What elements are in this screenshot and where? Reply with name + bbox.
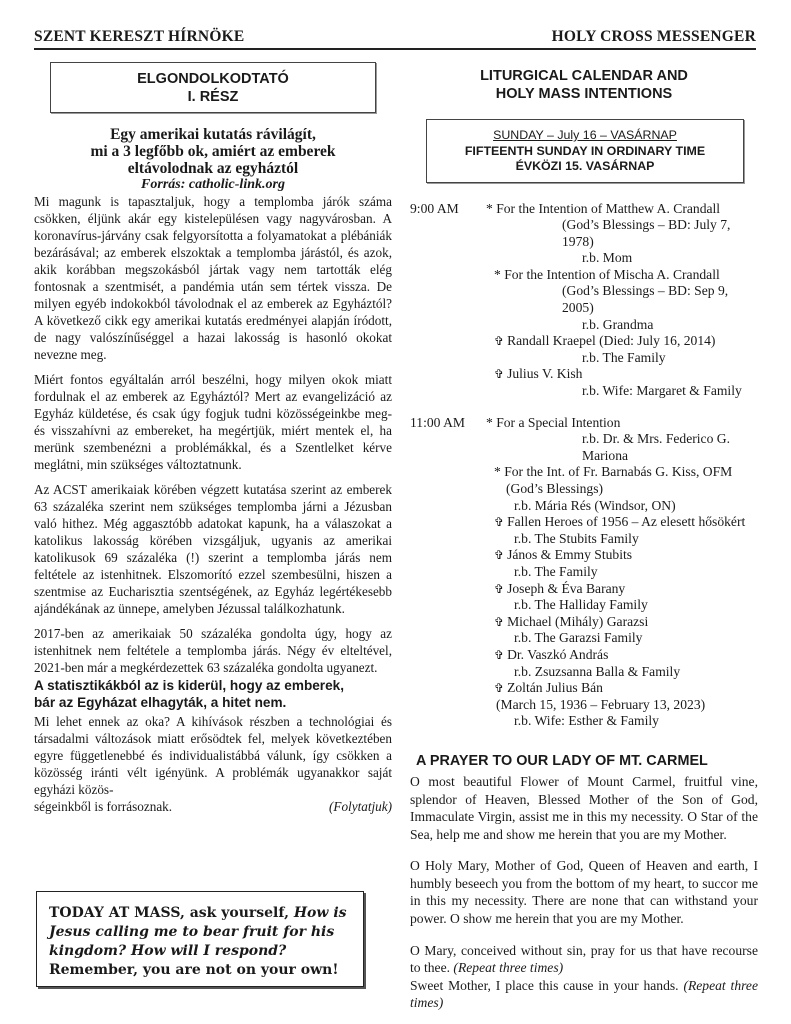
newsletter-title-english: HOLY CROSS MESSENGER bbox=[551, 28, 756, 45]
today-at-mass-question: How is Jesus calling me to bear fruit for his kingdom? How will I respond? bbox=[49, 905, 347, 959]
intention-name: János & Emmy Stubits bbox=[507, 547, 633, 563]
intention-entry bbox=[410, 614, 758, 647]
article-paragraph-4: 2017-ben az amerikaiak 50 százaléka gondolta úgy, hogy az istenhitnek nem feltétele a templomba járás. Négy év elteltével, 2021-ben már a megkérdezettek 63 százaléka gondolta ugyanezt. bbox=[34, 626, 392, 675]
intention-entry bbox=[410, 217, 758, 267]
requested-by: r.b. Zsuzsanna Balla & Family bbox=[514, 663, 681, 679]
today-at-mass-lead: TODAY AT MASS, ask yourself, bbox=[49, 905, 289, 921]
reflection-section-title bbox=[50, 62, 376, 113]
article-heading-line3: eltávolodnak az egyháztól bbox=[127, 160, 299, 177]
article-heading bbox=[34, 126, 392, 177]
intention-name: Dr. Vaszkó András bbox=[507, 646, 609, 662]
requested-by: r.b. The Halliday Family bbox=[514, 597, 648, 613]
article-subheading-line1: A statisztikákból az is kiderül, hogy az emberek, bbox=[34, 678, 344, 693]
prayer-paragraph-2: O Holy Mary, Mother of God, Queen of Heaven and earth, I humbly beseech you from the bottom of my heart, to succor me in this my necessity. There are none that can withstand your power. O show me herein that you are my Mother. bbox=[410, 858, 758, 927]
requested-by: r.b. Wife: Esther & Family bbox=[514, 713, 659, 729]
intention-line bbox=[494, 333, 758, 350]
article-paragraph-3: Az ACST amerikaiak körében végzett kutatása szerint az emberek 63 százaléka szerint nem szükséges templomba járni a Jézusban való hithez. Még aggasztóbb adatokat kapunk, ha a válaszokat a katolikus lakosság körében vizsgáljuk, ugyanis az amerikai katolikusok 69 százaléka (!) szerint a templomba járás nem feltétele az istenhitnek. Elszomorító ezzel szembesülni, hiszen a szentmise az Eucharisztia szentségének, az Egyház legértékesebb ajándékának az ünnepe, amelyben Jézussal találkozhatunk. bbox=[34, 482, 392, 616]
intention-detail: (God’s Blessings) bbox=[506, 481, 604, 496]
requested-by: r.b. Grandma bbox=[582, 316, 654, 332]
requested-by: r.b. The Family bbox=[514, 563, 598, 579]
prayer-paragraph-4 bbox=[410, 977, 758, 1012]
article-paragraph-5-end: ségeinkből is forrásoznak. bbox=[34, 799, 173, 814]
intention-name: Fallen Heroes of 1956 – Az elesett hősökért bbox=[507, 514, 746, 530]
prayer-title: A PRAYER TO OUR LADY OF MT. CARMEL bbox=[416, 752, 708, 769]
cross-icon: ✞ bbox=[494, 367, 505, 382]
intention-entry bbox=[410, 333, 758, 366]
cross-icon: ✞ bbox=[494, 515, 505, 530]
requested-by: r.b. Mom bbox=[582, 250, 633, 266]
cross-icon: ✞ bbox=[494, 647, 505, 662]
intention-line bbox=[494, 366, 758, 383]
requested-by: r.b. Mária Rés (Windsor, ON) bbox=[514, 497, 676, 513]
cross-icon: ✞ bbox=[494, 681, 505, 696]
intention-detail: (March 15, 1936 – February 13, 2023) bbox=[496, 696, 706, 712]
page-header bbox=[34, 26, 756, 50]
repeat-note: (Repeat three times) bbox=[453, 960, 564, 976]
mass-9am-first-row bbox=[410, 201, 758, 218]
reflection-title-line1: ELGONDOLKODTATÓ bbox=[137, 71, 289, 87]
intention-line: * For the Intention of Matthew A. Crandall bbox=[486, 200, 721, 216]
intention-line bbox=[494, 647, 758, 664]
intention-name: Zoltán Julius Bán bbox=[507, 680, 603, 696]
article-closing-line bbox=[34, 798, 392, 815]
intention-name: Julius V. Kish bbox=[507, 366, 583, 382]
article-paragraph-2: Miért fontos egyáltalán arról beszélni, hogy milyen okok miatt fordulnak el az emberek az Egyháztól? Mert az evangelizáció az Egyház küldetése, és csak úgy fogjuk tudni közösségeinkbe meg- és visszahívni az embereket, ha megértjük, miért mentek el, ha merünk szembenézni a problémákkal, és a Szentlelket kérve meglátni, min szükséges változtatnunk. bbox=[34, 372, 392, 472]
mass-time: 9:00 AM bbox=[410, 200, 459, 216]
requested-by: r.b. The Family bbox=[582, 349, 666, 365]
mass-11am bbox=[410, 415, 758, 730]
intention-line: * For the Intention of Mischa A. Crandall bbox=[494, 266, 720, 282]
intention-entry bbox=[410, 547, 758, 580]
article-heading-line1: Egy amerikai kutatás rávilágít, bbox=[110, 126, 316, 143]
intention-line: * For a Special Intention bbox=[486, 414, 621, 430]
intention-line bbox=[494, 547, 758, 564]
requested-by: r.b. The Stubits Family bbox=[514, 530, 639, 546]
mass-11am-first-row bbox=[410, 415, 758, 432]
cross-icon: ✞ bbox=[494, 334, 505, 349]
article-paragraph-1: Mi magunk is tapasztaljuk, hogy a templomba járók száma csökken, éljünk akár egy kistelepülésen vagy nagyvárosban. A koronavírus-járvány csak felgyorsította a folyamatokat a plébániák bezárásával; az emberek elszoktak a templomba járástól, és azok, akik korábban megszokásból jártak vagy nem tartották elég fontosnak a szentmisét, a pandémia után sem tértek vissza. De milyen egyéb indokokból távolodnak el az emberek az Egyháztól? A következő cikk egy amerikai kutatás eredményei alapján íródott, de nagy valószínűséggel a hazai lakosság is hasonló okokat nevezne meg. bbox=[34, 194, 392, 362]
intention-name: Michael (Mihály) Garazsi bbox=[507, 613, 649, 629]
sunday-heading-box bbox=[426, 119, 744, 183]
requested-by: r.b. Dr. & Mrs. Federico G. Mariona bbox=[582, 431, 731, 463]
article-heading-line2: mi a 3 legfőbb ok, amiért az emberek bbox=[90, 143, 336, 160]
prayer-paragraph-1: O most beautiful Flower of Mount Carmel, fruitful vine, splendor of Heaven, Blessed Mother of the Son of God, Immaculate Virgin, assist me in this my necessity. O Star of the Sea, help me and show me herein that you are my Mother. bbox=[410, 773, 758, 842]
mass-intentions bbox=[410, 201, 758, 730]
today-at-mass-box bbox=[36, 891, 364, 987]
intention-entry bbox=[410, 581, 758, 614]
intention-line bbox=[494, 514, 758, 531]
prayer-paragraph-4-text: Sweet Mother, I place this cause in your hands. bbox=[410, 977, 679, 993]
liturgical-title-line1: LITURGICAL CALENDAR AND bbox=[480, 68, 688, 84]
intention-line bbox=[494, 680, 758, 697]
right-column bbox=[410, 58, 758, 1012]
cross-icon: ✞ bbox=[494, 581, 505, 596]
article-subheading-line2: bár az Egyházat elhagyták, a hitet nem. bbox=[34, 694, 287, 710]
intention-entry bbox=[410, 680, 758, 730]
intention-entry bbox=[410, 514, 758, 547]
cross-icon: ✞ bbox=[494, 548, 505, 563]
sunday-name-english: FIFTEENTH SUNDAY IN ORDINARY TIME bbox=[464, 143, 706, 158]
reflection-title-line2: I. RÉSZ bbox=[187, 89, 239, 105]
mass-time: 11:00 AM bbox=[410, 414, 466, 430]
intention-detail: (God’s Blessings – BD: July 7, 1978) bbox=[562, 217, 731, 249]
repeat-note: (Repeat three times) bbox=[410, 977, 758, 1011]
intention-name: Joseph & Éva Barany bbox=[507, 580, 626, 596]
today-at-mass-reminder: Remember, you are not on your own! bbox=[49, 962, 339, 978]
sunday-date: SUNDAY – July 16 – VASÁRNAP bbox=[493, 128, 677, 142]
article-paragraph-5: Mi lehet ennek az oka? A kihívások részben a technológiai és társadalmi változások miatt erősödtek fel, melyek következtében egyre függetlenebbé és individualistábbá válunk, így csökken a közösség iránti vélt igényünk. A problémák ugyanakkor saját egyházi közös- bbox=[34, 714, 392, 797]
sunday-name-hungarian: ÉVKÖZI 15. VASÁRNAP bbox=[515, 159, 655, 173]
intention-line bbox=[494, 581, 758, 598]
liturgical-title-line2: HOLY MASS INTENTIONS bbox=[495, 86, 673, 102]
cross-icon: ✞ bbox=[494, 614, 505, 629]
newsletter-title-hungarian: SZENT KERESZT HÍRNÖKE bbox=[34, 28, 245, 45]
requested-by: r.b. The Garazsi Family bbox=[514, 630, 643, 646]
article-subheading bbox=[34, 678, 392, 711]
intention-line: * For the Int. of Fr. Barnabás G. Kiss, OFM bbox=[494, 464, 733, 480]
intention-entry bbox=[410, 366, 758, 399]
liturgical-calendar-title bbox=[410, 67, 758, 103]
intention-detail: (God’s Blessings – BD: Sep 9, 2005) bbox=[562, 283, 729, 316]
prayer-paragraph-3 bbox=[410, 942, 758, 977]
to-be-continued: (Folytatjuk) bbox=[329, 799, 392, 814]
intention-entry bbox=[410, 267, 758, 333]
intention-entry bbox=[410, 647, 758, 680]
intention-entry bbox=[410, 464, 758, 514]
intention-line bbox=[494, 614, 758, 631]
intention-entry bbox=[410, 431, 758, 464]
prayer-paragraph-3-text: O Mary, conceived without sin, pray for us that have recourse to thee. bbox=[410, 942, 758, 976]
mass-9am bbox=[410, 201, 758, 400]
requested-by: r.b. Wife: Margaret & Family bbox=[582, 383, 742, 399]
intention-name: Randall Kraepel (Died: July 16, 2014) bbox=[507, 333, 716, 349]
left-column bbox=[34, 58, 392, 823]
article-source: Forrás: catholic-link.org bbox=[141, 177, 285, 192]
